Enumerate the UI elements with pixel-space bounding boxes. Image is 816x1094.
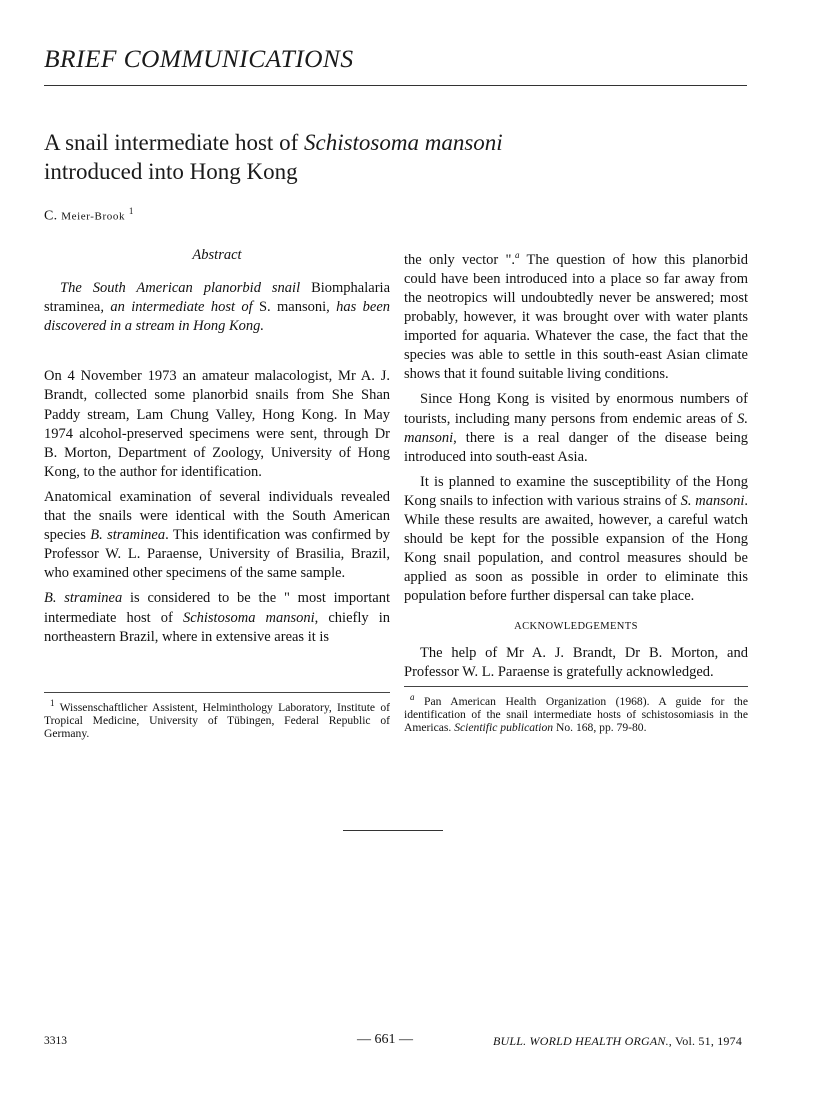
title-suffix: introduced into Hong Kong: [44, 159, 298, 184]
article-title: [44, 128, 604, 186]
paragraph: On 4 November 1973 an amateur malacologist, Mr A. J. Brandt, collected some planorbid snails from She Shan Paddy stream, Lam Chung Valley, Hong Kong. In May 1974 alcohol-preserved specimens were sent, through Dr B. Morton, Department of Zoology, University of Hong Kong, to the author for identification.: [44, 368, 390, 480]
left-footnote-block: [44, 686, 390, 741]
paragraph: B. straminea is considered to be the " most important intermediate host of Schistosoma mansoni, chiefly in northeastern Brazil, where in extensive areas it is: [44, 590, 391, 645]
footnote-1: $^1$ Wissenschaftlicher Assistent, Helminthology Laboratory, Institute of Tropical Medicine, University of Tübingen, Federal Republic of Germany.: [44, 698, 390, 741]
paragraph: Anatomical examination of several individuals revealed that the snails were identical with the South American species B. straminea. This identification was confirmed by Professor W. L. Paraense, University of Brasilia, Brazil, who examined other specimens of the same sample.: [44, 488, 391, 582]
page-number: — 661 —: [357, 1032, 413, 1047]
footer-code: 3313: [44, 1035, 67, 1047]
abstract-part: , has been discovered in a stream in Hong Kong.: [44, 299, 391, 335]
footnote-a: $^a$ Pan American Health Organization (1968). A guide for the identification of the snail intermediate hosts of schistosomiasis in the Americas. Scientific publication No. 168, pp. 79-80.: [404, 692, 748, 735]
header-rule: [44, 85, 747, 86]
author-footnote-marker: 1: [128, 206, 134, 216]
acknowledgements-text: The help of Mr A. J. Brandt, Dr B. Morton, and Professor W. L. Paraense is gratefully acknowledged.: [404, 644, 748, 680]
journal-citation: BULL. WORLD HEALTH ORGAN., Vol. 51, 1974: [493, 1034, 743, 1048]
footnote-rule: [404, 686, 748, 687]
end-rule: [343, 830, 443, 831]
author-name: Meier-Brook: [61, 210, 126, 223]
section-header: BRIEF COMMUNICATIONS: [44, 44, 354, 73]
acknowledgements-heading: ACKNOWLEDGEMENTS: [514, 620, 638, 632]
author-initial: C.: [44, 208, 62, 224]
title-prefix: A snail intermediate host of: [44, 130, 304, 155]
abstract-text: [44, 279, 390, 336]
author: [44, 206, 134, 225]
abstract-species: Biomphalaria straminea: [44, 280, 390, 316]
abstract-species: S. mansoni: [258, 299, 327, 316]
abstract-part: The South American planorbid snail: [60, 280, 312, 297]
title-italic: Schistosoma mansoni: [303, 130, 503, 155]
paragraph: Since Hong Kong is visited by enormous numbers of tourists, including many persons from endemic areas of S. mansoni, there is a real danger of the disease being introduced into south-east Asia.: [404, 391, 748, 465]
paragraph: It is planned to examine the susceptibility of the Hong Kong snails to infection with various strains of S. mansoni. While these results are awaited, however, a careful watch should be kept for the possible expansion of the Hong Kong snail population, and control measures should be applied as soon as possible in order to eliminate this population before further dispersal can take place.: [404, 473, 748, 605]
right-footnote-block: [404, 680, 748, 735]
paragraph: the only vector ".$^a$ The question of how this planorbid could have been introduced into a place so far away from the neotropics will undoubtedly never be answered; most probably, however, it was brought over with water plants imported for aquaria. Whatever the case, the fact that the species was able to settle in this south-east Asian climate shows that it found suitable living conditions.: [404, 250, 748, 383]
footnote-rule: [44, 692, 390, 693]
abstract-heading: Abstract: [192, 247, 242, 263]
right-column: [404, 246, 748, 688]
abstract-part: , an intermediate host of: [100, 299, 259, 316]
left-column: [44, 246, 390, 653]
